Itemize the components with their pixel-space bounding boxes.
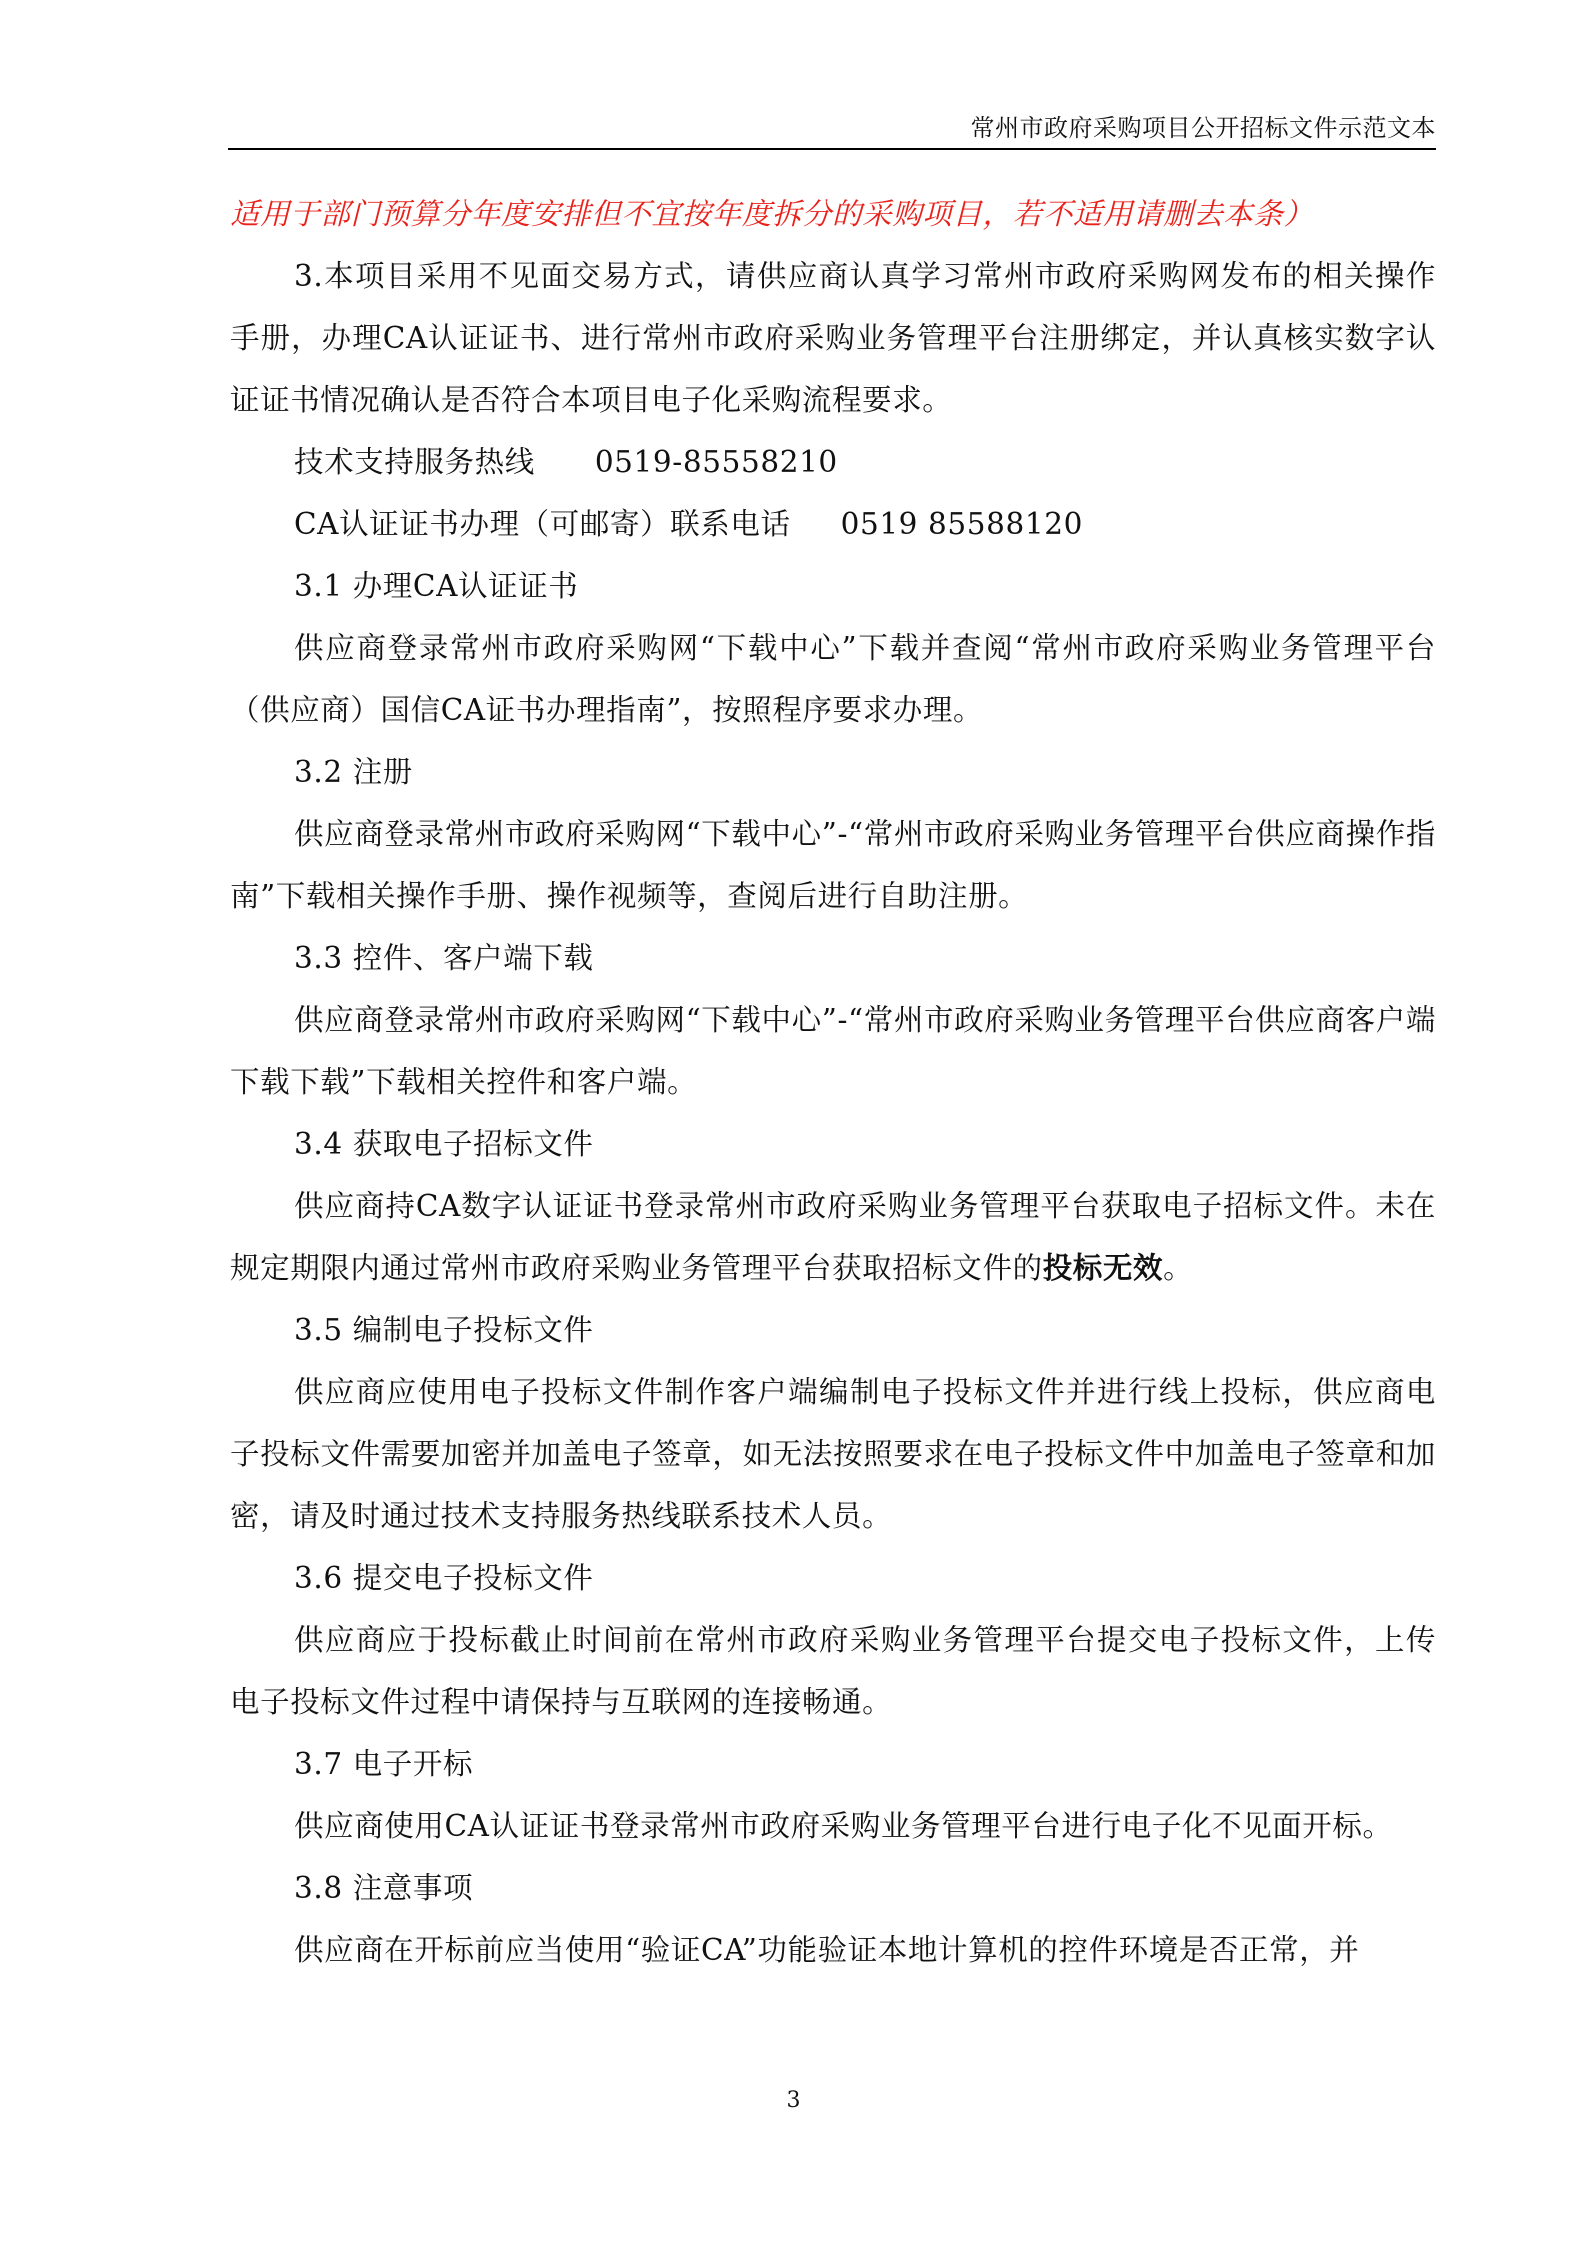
section-body-3-7: 供应商使用CA认证证书登录常州市政府采购业务管理平台进行电子化不见面开标。 [294,1809,1393,1843]
section-heading-3-7: 3.7 电子开标 [294,1747,474,1781]
section-body-3-4-end: 。 [1163,1251,1194,1285]
section-heading-3-1: 3.1 办理CA认证证书 [294,569,579,603]
section-body-3-1: 供应商登录常州市政府采购网“下载中心”下载并查阅“常州市政府采购业务管理平台（供应商）国信CA证书办理指南”，按照程序要求办理。 [230,631,1436,727]
paragraph-3: 3.本项目采用不见面交易方式，请供应商认真学习常州市政府采购网发布的相关操作手册，办理CA认证证书、进行常州市政府采购业务管理平台注册绑定，并认真核实数字认证证书情况确认是否符合本项目电子化采购流程要求。 [230,259,1436,417]
page-number: 3 [786,2088,801,2113]
hotline-label: 技术支持服务热线 [294,445,535,479]
section-body-3-2: 供应商登录常州市政府采购网“下载中心”-“常州市政府采购业务管理平台供应商操作指南”下载相关操作手册、操作视频等，查阅后进行自助注册。 [230,817,1436,913]
section-heading-3-2: 3.2 注册 [294,755,413,789]
bid-invalid-emphasis: 投标无效 [1042,1250,1164,1285]
section-body-3-3: 供应商登录常州市政府采购网“下载中心”-“常州市政府采购业务管理平台供应商客户端下载下载”下载相关控件和客户端。 [230,1003,1436,1099]
section-heading-3-6: 3.6 提交电子投标文件 [294,1561,594,1595]
section-heading-3-3: 3.3 控件、客户端下载 [294,941,594,975]
section-heading-3-5: 3.5 编制电子投标文件 [294,1313,594,1347]
section-body-3-8: 供应商在开标前应当使用“验证CA”功能验证本地计算机的控件环境是否正常，并 [294,1933,1360,1967]
ca-contact-line [230,493,1436,555]
section-body-3-5: 供应商应使用电子投标文件制作客户端编制电子投标文件并进行线上投标，供应商电子投标文件需要加密并加盖电子签章，如无法按照要求在电子投标文件中加盖电子签章和加密，请及时通过技术支持服务热线联系技术人员。 [230,1375,1436,1533]
section-body-3-4-text: 供应商持CA数字认证证书登录常州市政府采购业务管理平台获取电子招标文件。未在规定期限内通过常州市政府采购业务管理平台获取招标文件的 [230,1189,1436,1285]
document-body [230,183,1436,1981]
header-title: 常州市政府采购项目公开招标文件示范文本 [970,114,1436,142]
section-heading-3-4: 3.4 获取电子招标文件 [294,1127,594,1161]
section-heading-3-8: 3.8 注意事项 [294,1871,474,1905]
section-body-3-6: 供应商应于投标截止时间前在常州市政府采购业务管理平台提交电子投标文件，上传电子投标文件过程中请保持与互联网的连接畅通。 [230,1623,1436,1719]
ca-contact-label: CA认证证书办理（可邮寄）联系电话 [294,507,791,541]
section-body-3-4 [230,1175,1436,1299]
ca-contact-number: 0519 85588120 [840,507,1083,541]
red-note-paragraph: 适用于部门预算分年度安排但不宜按年度拆分的采购项目，若不适用请删去本条） [230,197,1314,231]
page-header [228,108,1436,150]
hotline-line [230,431,1436,493]
hotline-number: 0519-85558210 [594,445,838,479]
